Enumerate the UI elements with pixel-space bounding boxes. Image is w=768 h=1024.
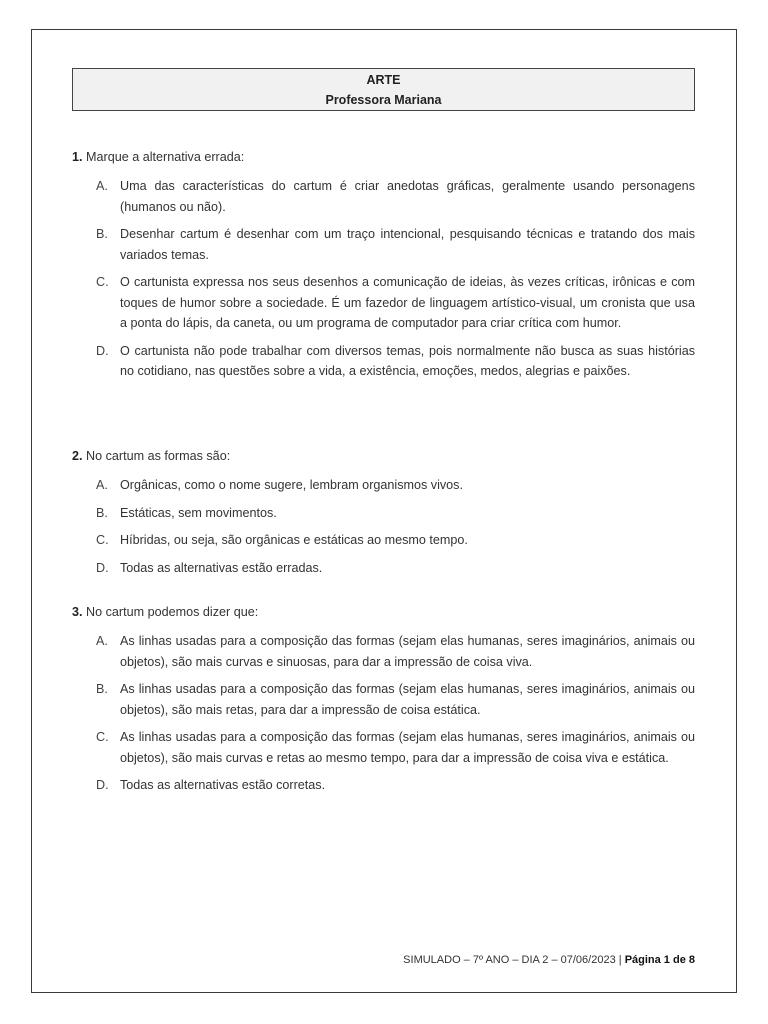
option-letter: A. [96, 179, 108, 193]
option-a[interactable] [72, 631, 695, 672]
option-letter: C. [96, 730, 109, 744]
subject-title: ARTE [366, 73, 401, 87]
option-c[interactable] [72, 727, 695, 768]
option-letter: B. [96, 505, 108, 520]
question-prompt [72, 447, 695, 465]
option-a[interactable] [72, 475, 695, 496]
question-1 [72, 148, 695, 389]
question-number: 1. [72, 150, 83, 164]
option-text: O cartunista expressa nos seus desenhos a comunicação de ideias, às vezes críticas, irônicas e com toques de humor sobre a sociedade. É um fazedor de linguagem artístico-visual, um cronista que usa a ponta do lápis, da caneta, ou um programa de computador para criar crítica com humor. [120, 275, 695, 330]
option-letter: A. [96, 634, 108, 648]
question-prompt [72, 603, 695, 621]
question-3 [72, 603, 695, 803]
document-header [72, 68, 695, 111]
option-b[interactable] [72, 679, 695, 720]
question-text: No cartum as formas são: [86, 449, 231, 463]
option-text: Estáticas, sem movimentos. [120, 505, 277, 520]
option-text: Orgânicas, como o nome sugere, lembram organismos vivos. [120, 478, 463, 492]
option-text: As linhas usadas para a composição das formas (sejam elas humanas, seres imaginários, animais ou objetos), são mais curvas e sinuosas, para dar a impressão de coisa viva. [120, 634, 695, 669]
footer-separator: | [615, 954, 625, 966]
page-footer [403, 954, 695, 966]
option-c[interactable] [72, 530, 695, 551]
option-letter: C. [96, 275, 109, 289]
page-number: Página 1 de 8 [624, 954, 695, 966]
option-d[interactable] [72, 558, 695, 579]
option-text: As linhas usadas para a composição das formas (sejam elas humanas, seres imaginários, animais ou objetos), são mais curvas e retas ao mesmo tempo, para dar a impressão de coisa viva e estática. [120, 730, 695, 765]
option-text: Híbridas, ou seja, são orgânicas e estáticas ao mesmo tempo. [120, 533, 468, 547]
question-text: Marque a alternativa errada: [86, 150, 245, 164]
option-c[interactable] [72, 272, 695, 334]
question-2 [72, 447, 695, 585]
option-text: Todas as alternativas estão corretas. [120, 778, 326, 792]
option-letter: B. [96, 227, 108, 241]
option-letter: D. [96, 560, 109, 575]
option-text: Uma das características do cartum é criar anedotas gráficas, geralmente usando personagens (humanos ou não). [120, 179, 695, 214]
option-text: As linhas usadas para a composição das formas (sejam elas humanas, seres imaginários, animais ou objetos), são mais retas, para dar a impressão de coisa estática. [120, 682, 695, 717]
question-prompt [72, 148, 695, 166]
option-letter: D. [96, 778, 109, 792]
option-letter: A. [96, 478, 108, 492]
option-d[interactable] [72, 775, 695, 796]
teacher-name: Professora Mariana [325, 93, 442, 107]
question-number: 2. [72, 449, 83, 463]
option-b[interactable] [72, 224, 695, 265]
option-letter: D. [96, 343, 109, 358]
option-a[interactable] [72, 176, 695, 217]
footer-label: SIMULADO – 7º ANO – DIA 2 – 07/06/2023 [403, 954, 616, 966]
question-number: 3. [72, 605, 83, 619]
option-letter: B. [96, 682, 108, 696]
option-letter: C. [96, 533, 109, 547]
option-text: O cartunista não pode trabalhar com diversos temas, pois normalmente não busca as suas histórias no cotidiano, nas questões sobre a vida, a existência, emoções, medos, alegrias e paixões. [120, 343, 695, 378]
option-d[interactable] [72, 341, 695, 382]
option-b[interactable] [72, 503, 695, 524]
question-text: No cartum podemos dizer que: [86, 605, 259, 619]
option-text: Todas as alternativas estão erradas. [120, 560, 323, 575]
option-text: Desenhar cartum é desenhar com um traço intencional, pesquisando técnicas e tratando dos mais variados temas. [120, 227, 695, 262]
